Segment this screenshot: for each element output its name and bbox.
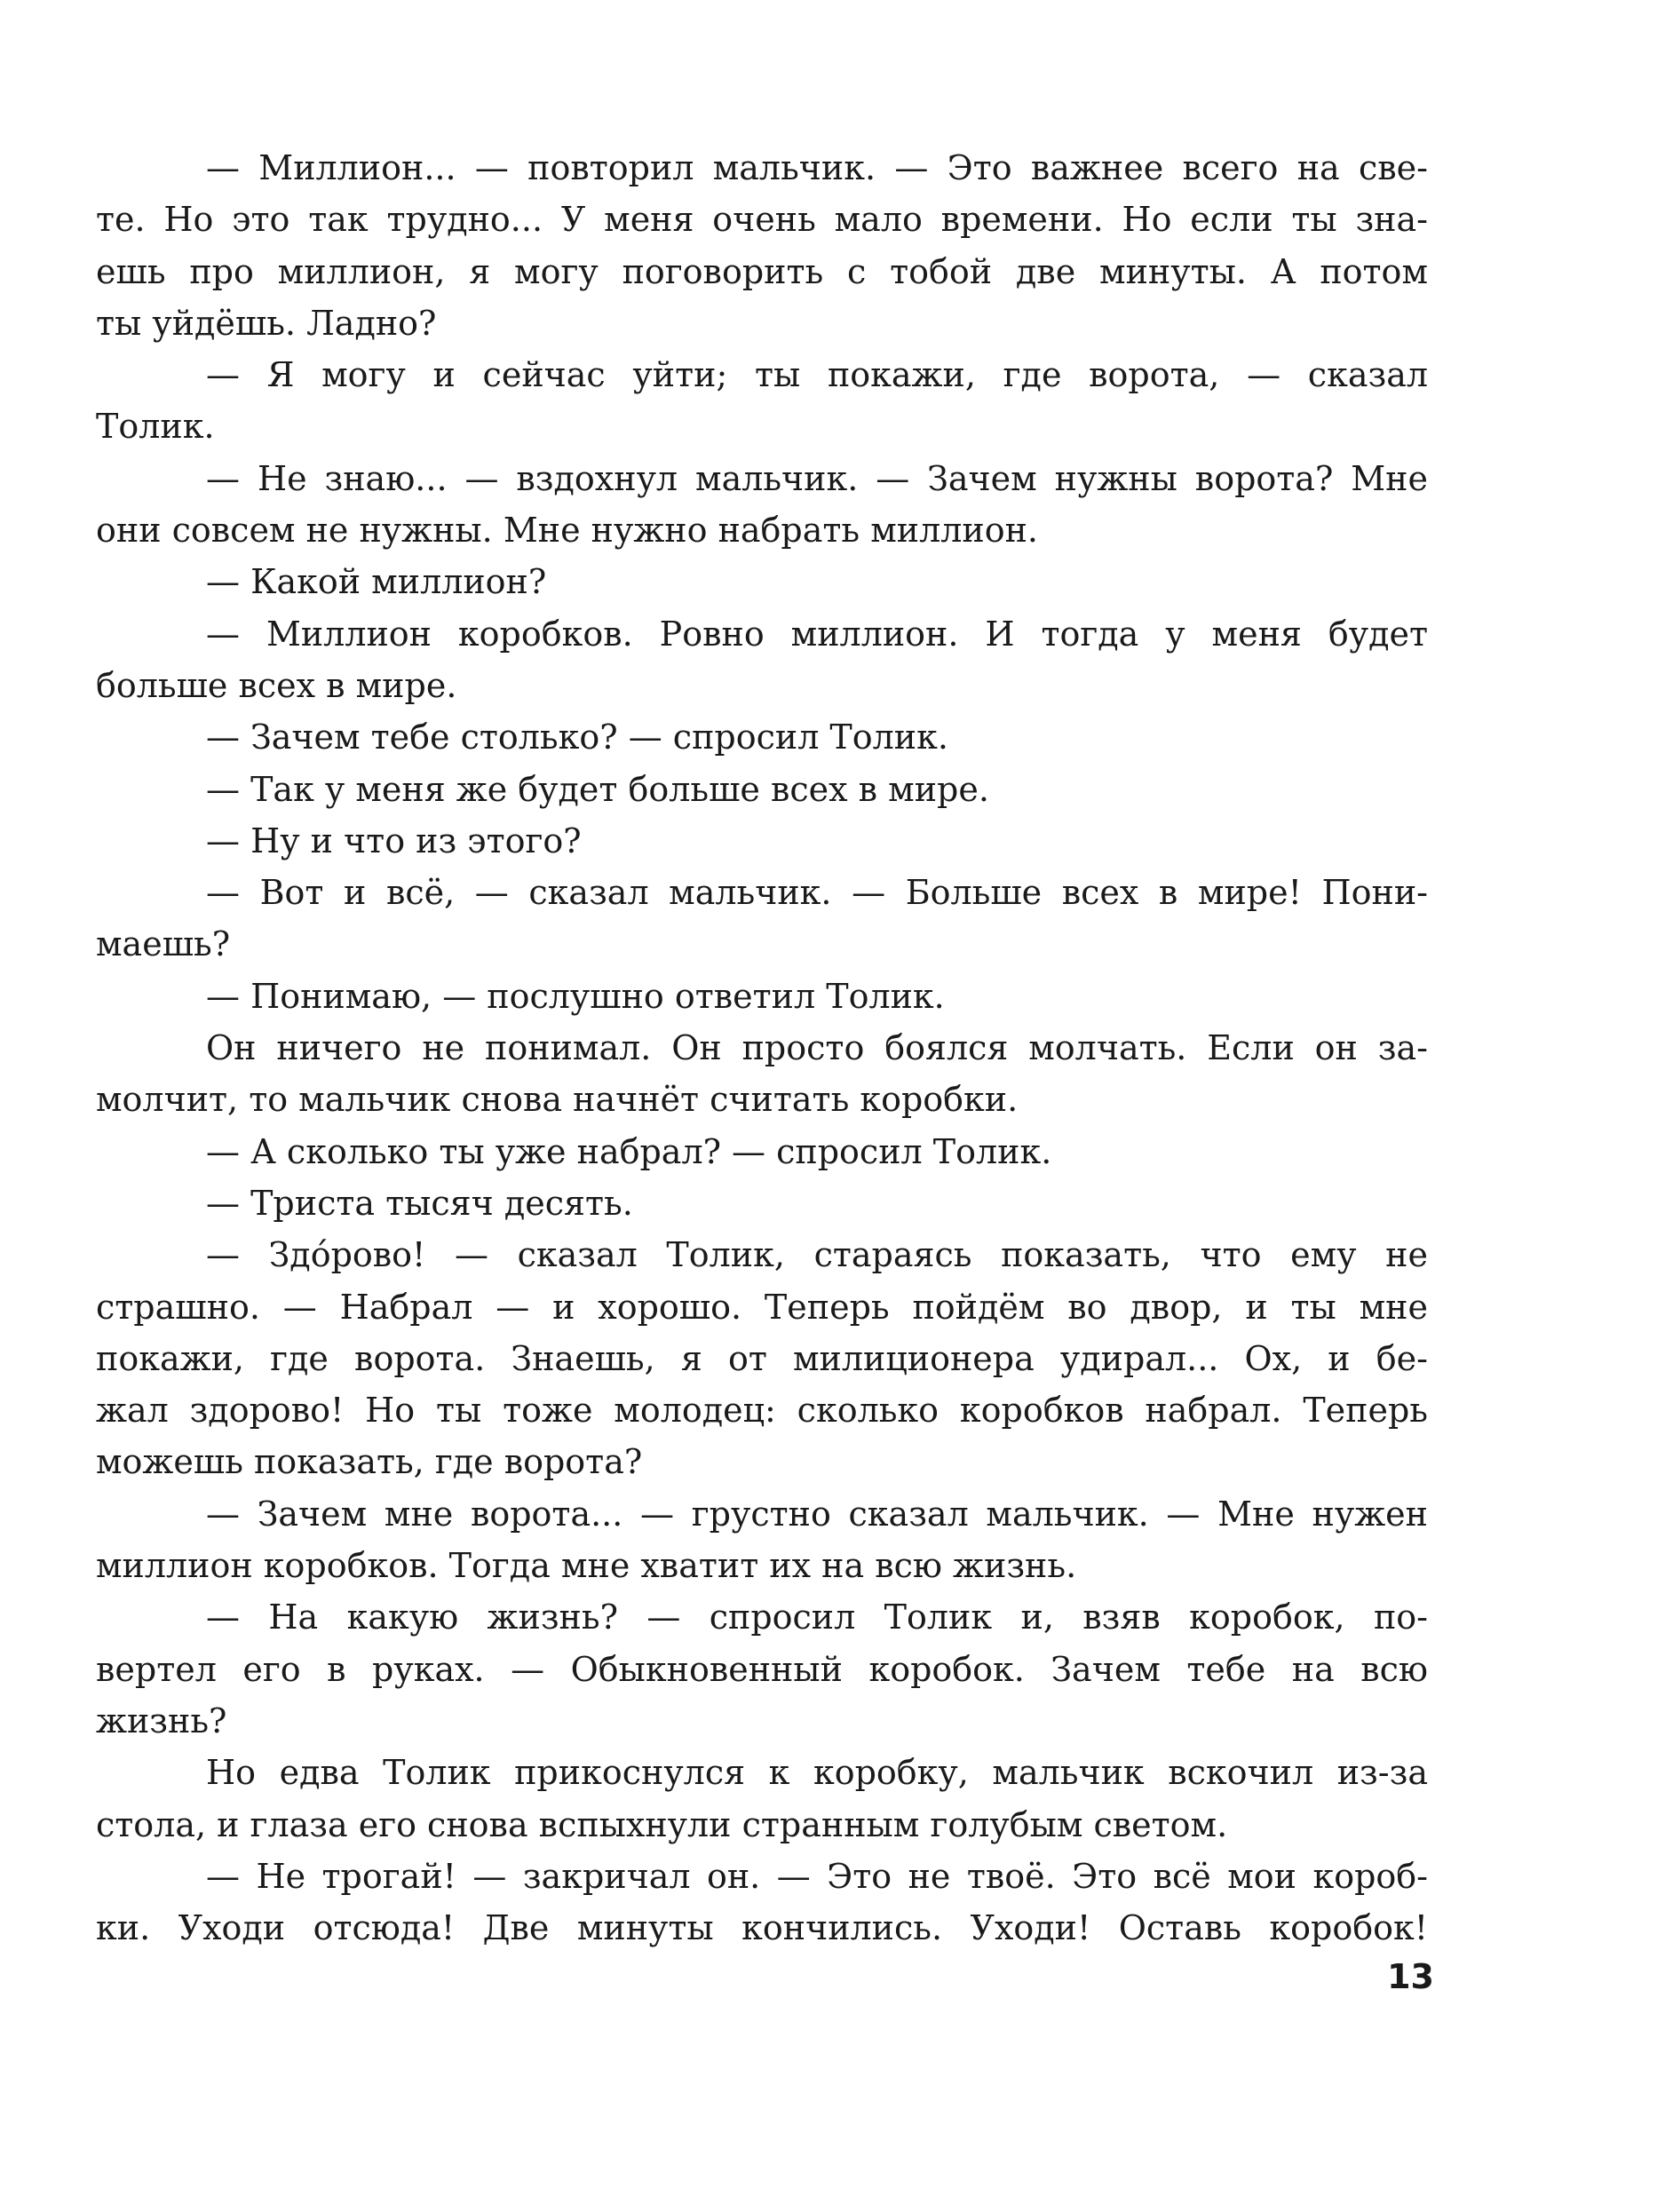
text-line: Он ничего не понимал. Он просто боялся молчать. Если он за- [206, 1028, 1428, 1068]
text-line: — Ну и что из этого? [206, 821, 582, 860]
text-line: маешь? [96, 924, 231, 964]
text-line: — На какую жизнь? — спросил Толик и, взяв коробок, по- [206, 1598, 1428, 1637]
text-column [96, 142, 1428, 1954]
text-line: они совсем не нужны. Мне нужно набрать миллион. [96, 511, 1038, 551]
text-line: ки. Уходи отсюда! Две минуты кончились. Уходи! Оставь коробок! [96, 1908, 1428, 1948]
text-line: те. Но это так трудно... У меня очень мало времени. Но если ты зна- [96, 200, 1428, 240]
text-line: — Вот и всё, — сказал мальчик. — Больше всех в мире! Пони- [206, 873, 1428, 913]
text-line: — Не знаю... — вздохнул мальчик. — Зачем нужны ворота? Мне [206, 458, 1428, 498]
text-line: — Миллион коробков. Ровно миллион. И тогда у меня будет [206, 614, 1428, 654]
text-line: ешь про миллион, я могу поговорить с тобой две минуты. А потом [96, 251, 1428, 291]
text-line: — Какой миллион? [206, 562, 547, 602]
page-number: 13 [1387, 1957, 1434, 1996]
text-line: жал здорово! Но ты тоже молодец: сколько коробков набрал. Теперь [96, 1391, 1428, 1431]
text-line: покажи, где ворота. Знаешь, я от милиционера удирал... Ох, и бе- [96, 1338, 1428, 1378]
text-line: можешь показать, где ворота? [96, 1442, 643, 1482]
text-line: — Здóрово! — сказал Толик, стараясь показать, что ему не [206, 1235, 1428, 1275]
text-line: — Миллион... — повторил мальчик. — Это важнее всего на све- [206, 148, 1428, 187]
text-line: — Я могу и сейчас уйти; ты покажи, где ворота, — сказал [206, 355, 1428, 395]
text-line: — Зачем тебе столько? — спросил Толик. [206, 718, 948, 757]
text-line: вертел его в руках. — Обыкновенный коробок. Зачем тебе на всю [96, 1649, 1428, 1689]
text-line: — Так у меня же будет больше всех в мире. [206, 769, 989, 809]
text-line: — Зачем мне ворота... — грустно сказал мальчик. — Мне нужен [206, 1494, 1428, 1534]
text-line: страшно. — Набрал — и хорошо. Теперь пойдём во двор, и ты мне [96, 1287, 1428, 1327]
text-line: — Понимаю, — послушно ответил Толик. [206, 976, 945, 1016]
text-line: Толик. [96, 407, 215, 447]
text-line: молчит, то мальчик снова начнёт считать коробки. [96, 1080, 1019, 1120]
text-line: — А сколько ты уже набрал? — спросил Толик. [206, 1131, 1052, 1171]
text-line: ты уйдёшь. Ладно? [96, 303, 437, 343]
text-line: — Не трогай! — закричал он. — Это не твоё. Это всё мои короб- [206, 1856, 1428, 1896]
text-line: миллион коробков. Тогда мне хватит их на всю жизнь. [96, 1546, 1077, 1586]
text-line: больше всех в мире. [96, 665, 457, 705]
text-line: — Триста тысяч десять. [206, 1183, 633, 1223]
text-line: стола, и глаза его снова вспыхнули странным голубым светом. [96, 1804, 1228, 1844]
text-line: Но едва Толик прикоснулся к коробку, мальчик вскочил из-за [206, 1753, 1428, 1793]
text-line: жизнь? [96, 1701, 227, 1740]
